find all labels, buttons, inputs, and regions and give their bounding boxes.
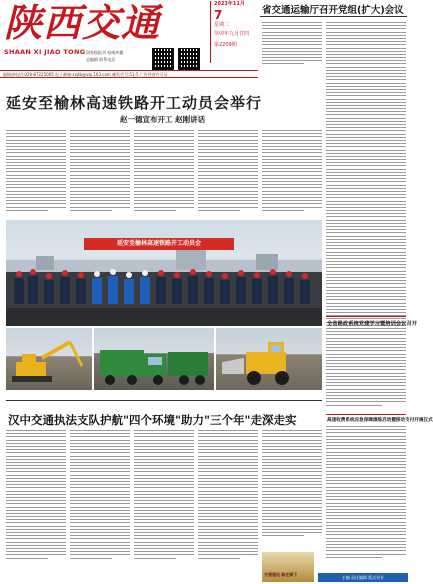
footer-bar: 主编 责任编辑 版式设计 [318, 573, 408, 582]
side-headline-2: 高速收费系统应急保障演练启动暨移动支付开通仪式 [327, 418, 433, 423]
second-headline: 汉中交通执法支队护航"四个环境"助力"三个年"走深走实 [8, 413, 297, 427]
intro-text-block [262, 22, 322, 68]
side-article-1-text [326, 328, 406, 412]
second-article-column-4 [198, 430, 258, 572]
second-article-column-2 [70, 430, 130, 572]
side-headline-1: 全省路政系统党建学习暨培训会议召开 [327, 321, 418, 327]
top-headline: 省交通运输厅召开党组(扩大)会议 [262, 5, 404, 16]
issue-number: 第2209期 [214, 41, 237, 48]
ceremony-photo [6, 220, 322, 326]
excavator-photo [6, 328, 92, 390]
masthead-tagline: 国家级报刊 权威传播 [86, 50, 124, 55]
second-article-column-3 [134, 430, 194, 572]
article-column-5 [262, 130, 322, 216]
info-bar: 编辑部电话:029-87225005 电子邮箱:sxjtb@vip.163.com 邮发代号:51-5 广告经营许可证 [0, 70, 258, 78]
date-box [210, 1, 254, 63]
qr-code-icon [178, 48, 200, 70]
newspaper-title: 陕西交通 [4, 0, 161, 45]
masthead [4, 0, 188, 48]
ceremony-banner: 延安至榆林高速铁路开工动员会 [84, 238, 234, 250]
loader-photo [216, 328, 322, 390]
article-column-1 [6, 130, 66, 216]
day-number: 7 [214, 7, 223, 22]
side-article-2-text [326, 426, 406, 570]
article-column-2 [70, 130, 130, 216]
main-subhead: 赵一德宣布开工 赵刚讲话 [120, 115, 206, 124]
second-article-column-1 [6, 430, 66, 572]
masthead-tagline-2: 总编辑 联系电话 [86, 57, 116, 62]
truck-photo [94, 328, 214, 390]
article-column-3 [134, 130, 194, 216]
qr-code-icon [152, 48, 174, 70]
lunar-date: 癸卯年九月廿四 [214, 31, 250, 37]
newspaper-pinyin: SHAAN XI JIAO TONG [4, 48, 86, 56]
article-column-4 [198, 130, 258, 216]
advertisement [262, 552, 314, 582]
second-article-column-5 [262, 430, 322, 548]
main-headline: 延安至榆林高速铁路开工动员会举行 [6, 94, 263, 112]
advertisement-text: 交通建设 路在脚下 [264, 572, 298, 577]
right-column-text [326, 22, 406, 314]
weekday: 星期二 [214, 21, 230, 28]
year-month: 2023年11月 [214, 1, 245, 7]
